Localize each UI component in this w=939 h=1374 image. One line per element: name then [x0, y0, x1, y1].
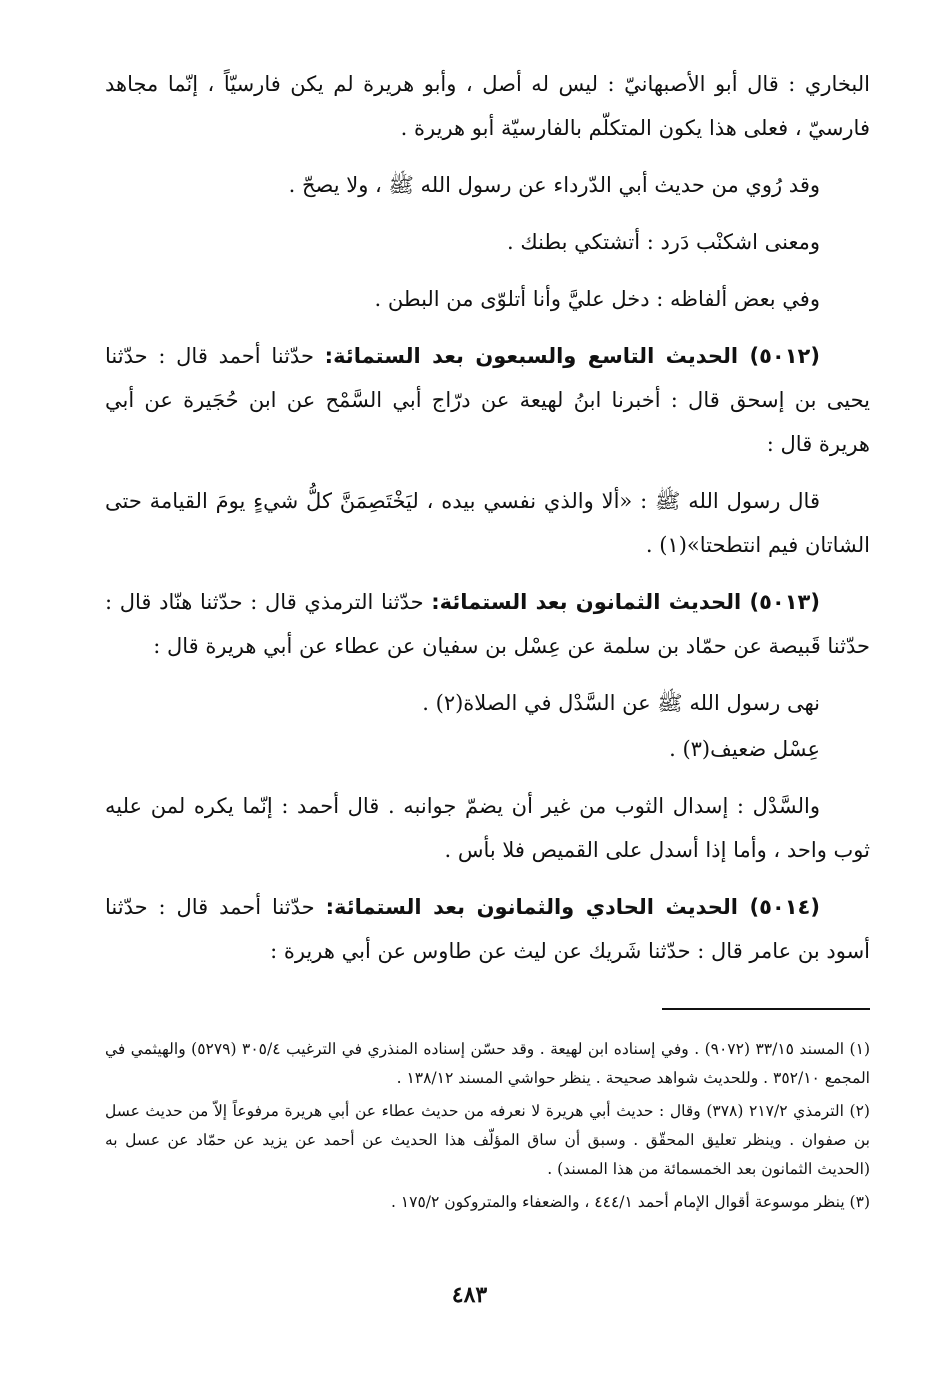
paragraph-abu-darda: وقد رُوي من حديث أبي الدّرداء عن رسول الله ﷺ ، ولا يصحّ .: [288, 173, 820, 197]
paragraph-meaning: ومعنى اشكنْب دَرد : أتشتكي بطنك .: [507, 230, 820, 254]
paragraph-sadl: والسَّدْل : إسدال الثوب من غير أن يضمّ جوانبه . قال أحمد : إنّما يكره لمن عليه ثوب واحد ، وأما إذا أسدل على القميص فلا بأس .: [105, 794, 870, 862]
hadith-text-5012: قال رسول الله ﷺ : «ألا والذي نفسي بيده ، ليَخْتَصِمَنَّ كلُّ شيءٍ يومَ القيامة حتى الشاتان فيم انتطحتا»(١) .: [105, 489, 870, 557]
hadith-heading-5013: (٥٠١٣) الحديث الثمانون بعد الستمائة:: [431, 590, 820, 614]
page-number: ٤٨٣: [451, 1282, 488, 1308]
footnote-3: (٣) ينظر موسوعة أقوال الإمام أحمد ٤٤٤/١ ، والضعفاء والمتروكون ١٧٥/٢ .: [390, 1193, 870, 1211]
hadith-heading-5012: (٥٠١٢) الحديث التاسع والسبعون بعد الستمائة:: [324, 344, 820, 368]
hadith-5012: [105, 334, 870, 466]
note-isl: عِسْل ضعيف(٣) .: [669, 737, 820, 761]
footnotes: [105, 1035, 870, 1221]
footnote-1: (١) المسند ٣٣/١٥ (٩٠٧٢) . وفي إسناده ابن لهيعة . وقد حسّن إسناده المنذري في الترغيب ٣٠٥/٤ (٥٢٧٩) والهيثمي في المجمع ٣٥٢/١٠ . وللحديث شواهد صحيحة . ينظر حواشي المسند ١٣٨/١٢ .: [105, 1040, 870, 1087]
footnote-2: (٢) الترمذي ٢١٧/٢ (٣٧٨) وقال : حديث أبي هريرة لا نعرفه من حديث عطاء عن أبي هريرة مرفوعاً إلاّ من حديث عسل بن صفوان . وينظر تعليق المحقّق . وسبق أن ساق المؤلّف هذا الحديث عن أحمد عن يزيد عن حمّاد عن عسل به (الحديث الثمانون بعد الخمسمائة من هذا المسند) .: [105, 1102, 870, 1178]
hadith-5013: [105, 580, 870, 668]
footnote-separator: [662, 1008, 870, 1010]
main-text: [105, 62, 870, 986]
hadith-chain-5014: حدّثنا أحمد قال : حدّثنا أسود بن عامر قال : حدّثنا شَريك عن ليث عن طاوس عن أبي هريرة :: [105, 895, 870, 963]
hadith-text-5013: نهى رسول الله ﷺ عن السَّدْل في الصلاة(٢) .: [422, 691, 820, 715]
paragraph-bukhari: البخاري : قال أبو الأصبهانيّ : ليس له أصل ، وأبو هريرة لم يكن فارسيّاً ، إنّما مجاهد فارسيّ ، فعلى هذا يكون المتكلّم بالفارسيّة أبو هريرة .: [105, 72, 870, 140]
hadith-chain-5012: حدّثنا أحمد قال : حدّثنا يحيى بن إسحق قال : أخبرنا ابنُ لهيعة عن درّاج أبي السَّمْح عن ابن حُجَيرة عن أبي هريرة قال :: [105, 344, 870, 456]
paragraph-wording: وفي بعض ألفاظه : دخل عليَّ وأنا أتلوّى من البطن .: [374, 287, 820, 311]
hadith-5014: [105, 885, 870, 973]
hadith-heading-5014: (٥٠١٤) الحديث الحادي والثمانون بعد الستمائة:: [325, 895, 820, 919]
hadith-chain-5013: حدّثنا الترمذي قال : حدّثنا هنّاد قال : حدّثنا قَبيصة عن حمّاد بن سلمة عن عِسْل بن سفيان عن عطاء عن أبي هريرة قال :: [105, 590, 870, 658]
